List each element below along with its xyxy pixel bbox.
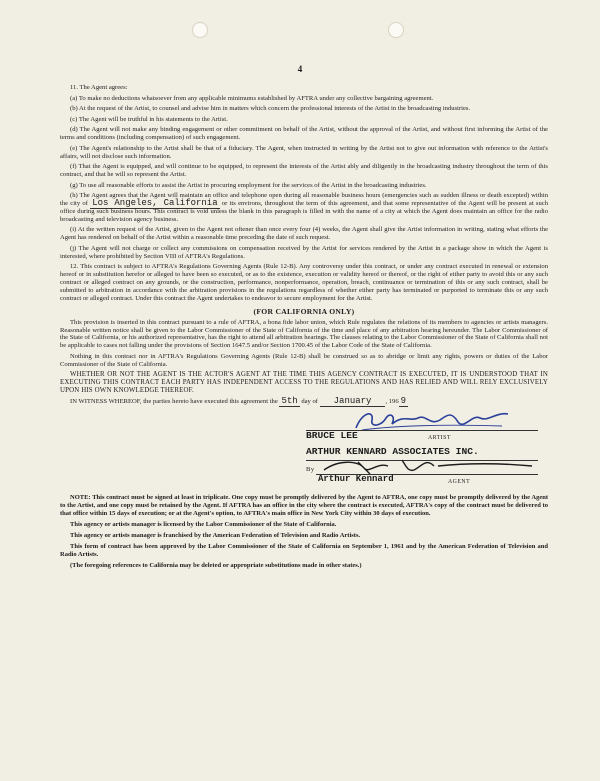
- agency-name: ARTHUR KENNARD ASSOCIATES INC.: [306, 446, 479, 458]
- note-franchised: This agency or artists manager is franchised by the American Federation of Television and Radio Artists.: [70, 532, 361, 540]
- clause-j: (j) The Agent will not charge or collect any commissions on compensation received by the Artist for services rendered by the Artist in a package show in which the Agent is interested, where prohibited by Section VIII of AFTRA's Regulations.: [60, 244, 548, 260]
- witness-line: [60, 395, 548, 406]
- clause-g: (g) To use all reasonable efforts to assist the Artist in procuring employment for the services of the Artist in the broadcasting industries.: [70, 181, 427, 189]
- california-paragraph-2: Nothing in this contract nor in AFTRA's Regulations Governing Agents (Rule 12-B) shall be construed so as to abridge or limit any rights, powers or duties of the Labor Commissioner of the State of California.: [60, 352, 548, 368]
- caps-paragraph: WHETHER OR NOT THE AGENT IS THE ACTOR'S AGENT AT THE TIME THIS AGENCY CONTRACT IS EXECUTED, IT IS UNDERSTOOD THAT IN EXECUTING THIS CONTRACT EACH PARTY HAS INDEPENDENT ACCESS TO THE REGULATIONS AND HAS RELIED AND WILL RELY EXCLUSIVELY UPON HIS OWN KNOWLEDGE THEREOF.: [60, 371, 548, 395]
- note-foregoing: (The foregoing references to California may be deleted or appropriate substitutions made in other states.): [70, 561, 362, 569]
- city-field: Los Angeles, California: [92, 198, 218, 209]
- clause-b: (b) At the request of the Artist, to counsel and advise him in matters which concern the professional interests of the Artist in the broadcasting industries.: [70, 105, 471, 113]
- by-label: By: [306, 466, 315, 474]
- california-heading: (FOR CALIFORNIA ONLY): [253, 306, 355, 316]
- clause-h-after: or its environs, throughout the term of this agreement, and that some representative of the Agent will be present at such office during such business hours. This contract is void unless the blank in this paragraph is filled in with the name of a city at which the Agent does maintain an office for the radio broadcasting and television agency business.: [60, 200, 548, 223]
- artist-label: ARTIST: [428, 435, 451, 442]
- clause-h-before: (h) The Agent agrees that the Agent will maintain an office and telephone open during all reasonable business hours (emergencies such as sudden illness or death excepted) within the city of: [60, 192, 548, 208]
- clause-a: (a) To make no deductions whatsoever from any applicable minimums established by AFTRA under any collective bargaining agreement.: [70, 94, 434, 102]
- clause-e: (e) The Agent's relationship to the Artist shall be that of a fiduciary. The Agent, when instructed in writing by the Artist not to give out information with reference to the Artist's affairs, will not disclose such information.: [60, 144, 548, 160]
- clause-h: [60, 192, 548, 224]
- witness-text: IN WITNESS WHEREOF, the parties hereto have executed this agreement the: [70, 397, 278, 405]
- section-12: 12. This contract is subject to AFTRA's Regulations Governing Agents (Rule 12-B). Any controversy under this contract, or under any contract executed in renewal or extension hereof or in substitution herefor or alleged to have been so executed, or as to the existence, execution or validity hereof or thereof, or the right of either party to avoid this or any such contract or alleged contract on any grounds, or the construction, performance, nonperformance, operation, breach, continuance or termination of this or any such contract, shall be submitted to arbitration in accordance with the arbitration provisions in the regulations regardless of whether either party has terminated or purported to terminate this or any such contract or alleged contract. Under this contract the Agent undertakes to endeavor to secure employment for the Artist.: [60, 263, 548, 302]
- punch-hole: [192, 22, 208, 38]
- california-paragraph-1: This provision is inserted in this contract pursuant to a rule of AFTRA, a bona fide labor union, which Rule regulates the relations of its members to agencies or artists managers. Reasonable written notice shall be given to the Labor Commissioner of the State of California of the time and place of any arbitration hearing hereunder. The Labor Commissioner of the State of California, or his authorized representative, has the right to attend all arbitration hearings. The clauses relating to the Labor Commissioner of the State of California shall not be applicable to cases not falling under the provisions of Section 1647.5 and/or Section 1700.45 of the Labor Code of the State of California.: [60, 318, 548, 350]
- signature-block: [60, 408, 548, 516]
- page-number: 4: [297, 64, 303, 74]
- month-field: January: [320, 396, 386, 407]
- clause-d: (d) The Agent will not make any binding engagement or other commitment on behalf of the Artist, without the approval of the Artist, and without first informing the Artist of the terms and conditions (including compensation) of such engagement.: [60, 126, 548, 142]
- day-field: 5th: [281, 395, 298, 406]
- agent-name: Arthur Kennard: [318, 474, 394, 485]
- note-licensed: This agency or artists manager is licensed by the Labor Commissioner of the State of California.: [70, 520, 337, 528]
- agent-label: AGENT: [448, 479, 471, 486]
- contract-body: [60, 84, 548, 573]
- day-of-text: day of: [301, 397, 318, 405]
- punch-hole: [388, 22, 404, 38]
- clause-c: (c) The Agent will be truthful in his statements to the Artist.: [70, 115, 228, 123]
- note-triplicate: NOTE: This contract must be signed at least in triplicate. One copy must be promptly delivered by the Agent to AFTRA, one copy must be promptly delivered by the Agent to the Artist, and one copy must be retained by the Agent. If AFTRA has an office in the city where the contract is executed, AFTRA's copy of the contract must be delivered to that office within 15 days of execution; or at the Agent's option, to AFTRA's main office in New York City within 30 days of execution.: [60, 494, 548, 517]
- clause-f: (f) That the Agent is equipped, and will continue to be equipped, to represent the interests of the Artist ably and diligently in the broadcasting industry throughout the term of this contract, and that he will so represent the Artist.: [60, 163, 548, 179]
- clause-i: (i) At the written request of the Artist, given to the Agent not oftener than once every four (4) weeks, the Agent shall give the Artist information in writing, stating what efforts the Agent has rendered on behalf of the Artist within a reasonable time preceding the date of such request.: [60, 226, 548, 242]
- year-prefix: , 196: [385, 397, 399, 405]
- note-approved: This form of contract has been approved by the Labor Commissioner of the State of California on September 1, 1961 and by the American Federation of Television and Radio Artists.: [60, 543, 548, 558]
- year-field: 9: [400, 395, 407, 406]
- artist-name: BRUCE LEE: [306, 430, 358, 442]
- section-11-intro: 11. The Agent agrees:: [70, 84, 128, 91]
